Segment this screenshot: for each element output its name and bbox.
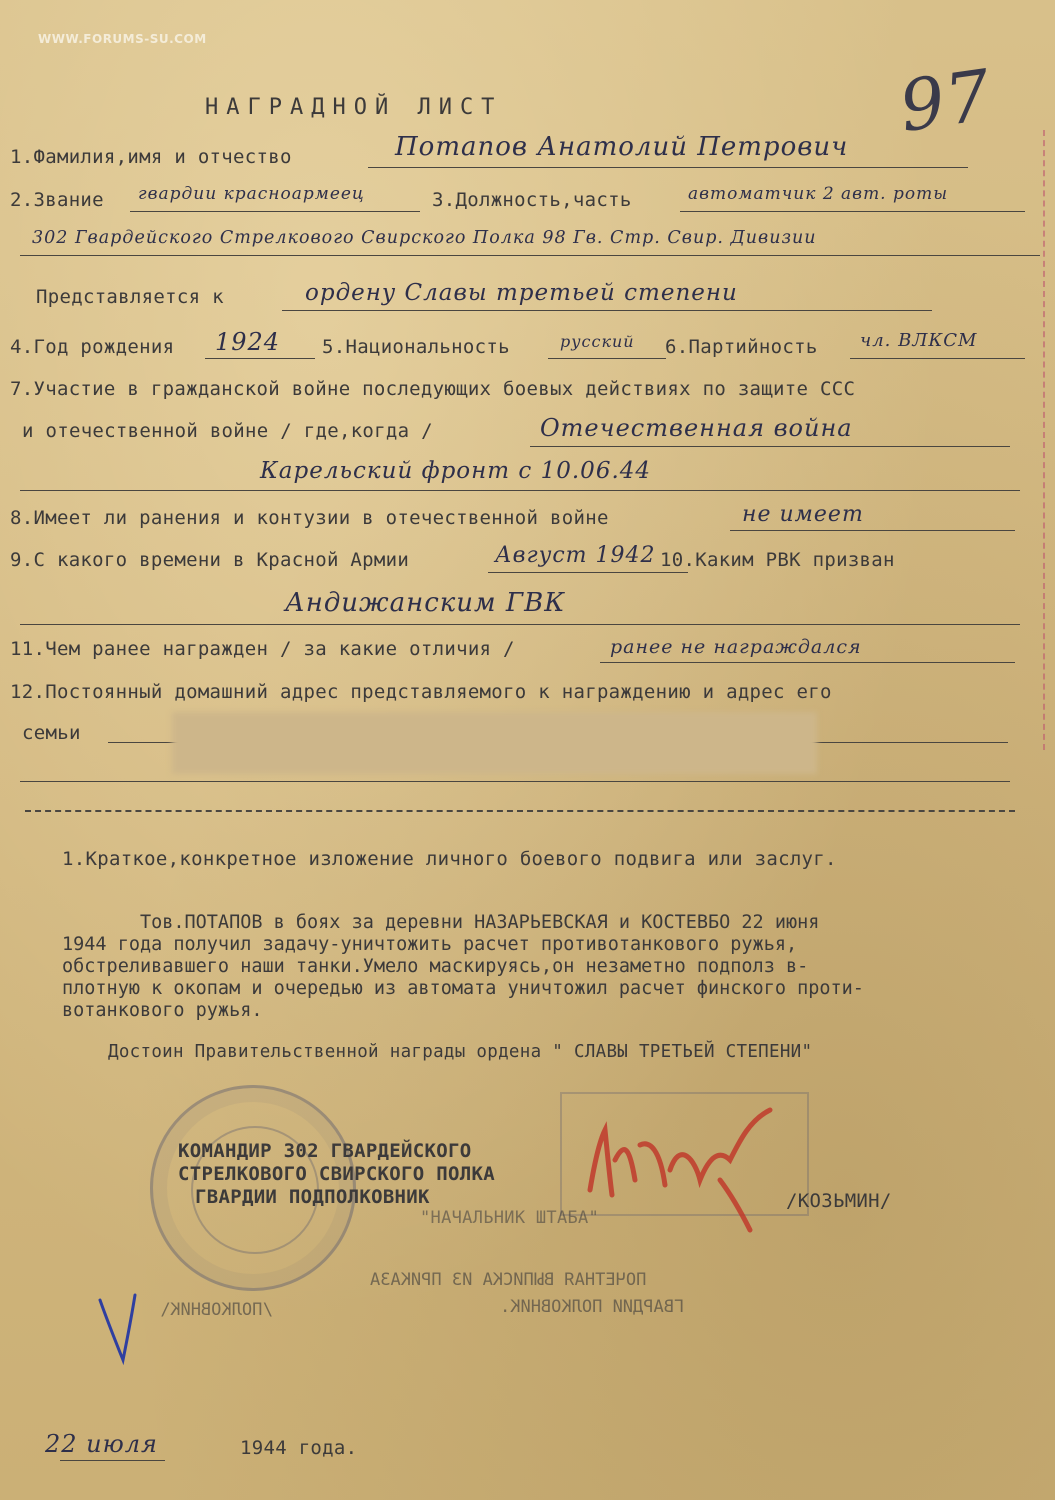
field-7-label-2: и отечественной войне / где,когда /	[22, 420, 433, 442]
signature-line-1: КОМАНДИР 302 ГВАРДЕЙСКОГО	[178, 1140, 472, 1162]
date-year: 1944 года.	[240, 1437, 358, 1459]
field-1-label: 1.Фамилия,имя и отчество	[10, 146, 292, 168]
narrative-line-3: обстреливавшего наши танки.Умело маскируясь,он незаметно подполз в-	[62, 956, 809, 977]
field-11-label: 11.Чем ранее награжден / за какие отличия /	[10, 638, 515, 660]
field-5-label: 5.Национальность	[322, 336, 510, 358]
bleed-through-3: ГВАРДИИ ПОЛКОВНИК.	[500, 1297, 685, 1317]
field-1-value: Потапов Анатолий Петрович	[395, 132, 849, 162]
stamp-text: "НАЧАЛЬНИК ШТАБА"	[420, 1208, 600, 1228]
narrative-line-5: вотанкового ружья.	[62, 1000, 263, 1021]
date-underline	[60, 1460, 165, 1461]
field-2-value: гвардии красноармеец	[138, 184, 365, 204]
field-3-underline	[680, 211, 1025, 212]
red-signature	[570, 1100, 800, 1240]
field-10-value: Андижанским ГВК	[285, 588, 566, 618]
bleed-through-1: /ПОЛКОВНИК\	[160, 1300, 273, 1320]
field-10-underline	[20, 624, 1020, 625]
nomination-underline	[282, 310, 932, 311]
narrative-line-1: Тов.ПОТАПОВ в боях за деревни НАЗАРЬЕВСКАЯ и КОСТЕВБО 22 июня	[62, 912, 820, 933]
narrative-line-2: 1944 года получил задачу-уничтожить расчет противотанкового ружья,	[62, 934, 798, 955]
narrative-line-4: плотную к окопам и очередью из автомата уничтожил расчет финского проти-	[62, 978, 864, 999]
bleed-through-2: ПОЧЕТНАЯ ВЫПИСКА ИЗ ПРИКАЗА	[370, 1270, 647, 1290]
field-7-label-1: 7.Участие в гражданской войне последующих боевых действиях по защите ССС	[10, 378, 856, 400]
blue-checkmark	[95, 1290, 155, 1370]
signatory-name: /КОЗЬМИН/	[786, 1190, 892, 1212]
field-2-label: 2.Звание	[10, 189, 104, 211]
field-12-label-1: 12.Постоянный домашний адрес представляемого к награждению и адрес его	[10, 681, 832, 703]
field-7-value-1: Отечественная война	[540, 414, 853, 442]
field-11-underline	[600, 662, 1015, 663]
field-7-underline-2	[20, 490, 1020, 491]
field-1-underline	[368, 167, 968, 168]
unit-value: 302 Гвардейского Стрелкового Свирского Полка 98 Гв. Стр. Свир. Дивизии	[32, 228, 817, 248]
field-8-value: не имеет	[742, 502, 864, 527]
field-12-underline-2	[20, 781, 1010, 782]
field-8-underline	[730, 530, 1015, 531]
page-title: НАГРАДНОЙ ЛИСТ	[205, 95, 503, 120]
nomination-value: ордену Славы третьей степени	[305, 280, 738, 306]
field-8-label: 8.Имеет ли ранения и контузии в отечественной войне	[10, 507, 609, 529]
watermark: WWW.FORUMS-SU.COM	[38, 32, 207, 46]
field-6-underline	[850, 358, 1025, 359]
field-3-value: автоматчик 2 авт. роты	[688, 184, 949, 204]
section-divider	[25, 810, 1015, 812]
field-5-value: русский	[560, 332, 635, 351]
conclusion: Достоин Правительственной награды ордена " СЛАВЫ ТРЕТЬЕЙ СТЕПЕНИ"	[108, 1042, 813, 1062]
field-7-value-2: Карельский фронт с 10.06.44	[260, 458, 652, 484]
field-11-value: ранее не награждался	[610, 636, 862, 658]
field-9-label: 9.С какого времени в Красной Армии	[10, 549, 410, 571]
unit-underline	[20, 255, 1040, 256]
address-redaction	[172, 712, 817, 774]
margin-mark	[1043, 130, 1046, 750]
field-3-label: 3.Должность,часть	[432, 189, 632, 211]
field-9-underline	[488, 572, 688, 573]
field-2-underline	[130, 211, 420, 212]
field-10-label: 10.Каким РВК призван	[660, 549, 895, 571]
signature-line-3: ГВАРДИИ ПОДПОЛКОВНИК	[195, 1186, 430, 1208]
nomination-label: Представляется к	[36, 286, 224, 308]
field-4-underline	[205, 358, 315, 359]
field-6-value: чл. ВЛКСМ	[860, 330, 978, 351]
signature-line-2: СТРЕЛКОВОГО СВИРСКОГО ПОЛКА	[178, 1163, 495, 1185]
section-heading: 1.Краткое,конкретное изложение личного боевого подвига или заслуг.	[62, 848, 837, 870]
field-4-value: 1924	[215, 328, 281, 356]
field-12-label-2: семьи	[22, 722, 81, 744]
field-7-underline-1	[530, 446, 1010, 447]
field-9-value: Август 1942	[495, 543, 656, 568]
field-4-label: 4.Год рождения	[10, 336, 175, 358]
field-6-label: 6.Партийность	[665, 336, 818, 358]
field-5-underline	[548, 358, 666, 359]
corner-mark: 97	[894, 54, 997, 148]
date-day: 22 июля	[45, 1430, 158, 1458]
